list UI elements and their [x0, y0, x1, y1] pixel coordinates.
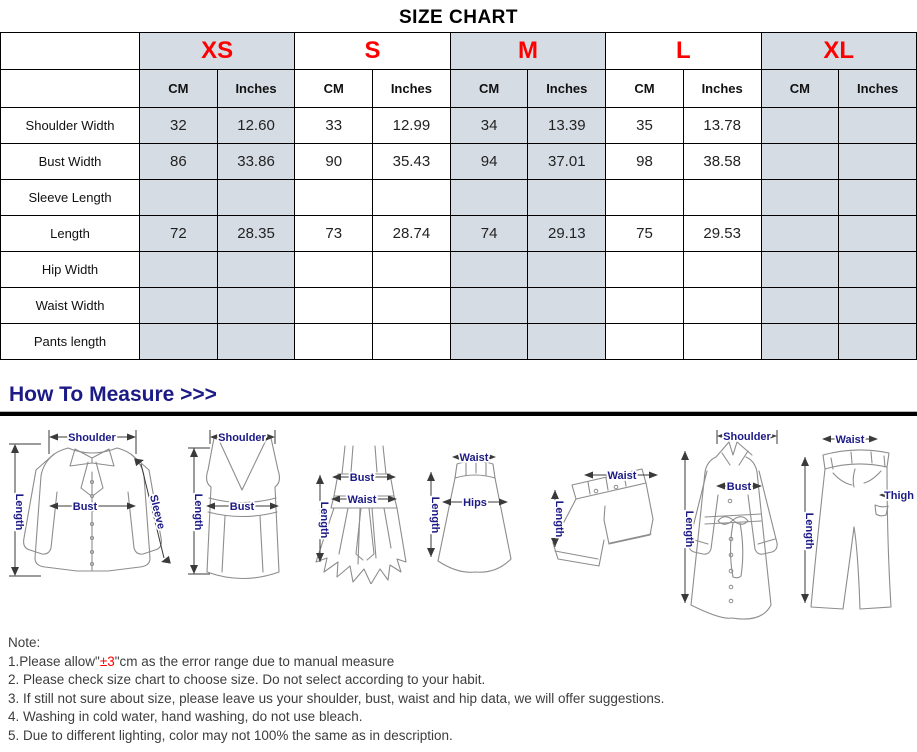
- table-row-bust-width: [1, 144, 917, 180]
- page-title: SIZE CHART: [399, 7, 518, 28]
- value-cell: [450, 252, 528, 288]
- size-table: [0, 32, 917, 360]
- value-cell: [761, 324, 839, 360]
- value-cell: [140, 288, 218, 324]
- size-col-header-s: S: [295, 33, 450, 70]
- value-cell: [140, 180, 218, 216]
- value-cell: [606, 252, 684, 288]
- measure-label-length: Length: [803, 512, 815, 550]
- size-header-row: [1, 33, 917, 70]
- note-line-5: 5. Due to different lighting, color may not 100% the same as in description.: [8, 727, 453, 743]
- value-cell: [606, 288, 684, 324]
- unit-header-cm: CM: [295, 70, 373, 108]
- measure-label-length: Length: [683, 510, 695, 548]
- size-col-header-xl: XL: [761, 33, 917, 70]
- measure-label-waist: Waist: [835, 434, 865, 446]
- measure-label-length: Length: [429, 496, 441, 534]
- value-cell: [217, 252, 295, 288]
- value-cell: [528, 324, 606, 360]
- note-1-tolerance: ±3: [99, 653, 115, 669]
- value-cell: [683, 180, 761, 216]
- value-cell: [450, 324, 528, 360]
- skirt-outline: [438, 461, 511, 572]
- value-cell: [761, 108, 839, 144]
- value-cell: [761, 288, 839, 324]
- corner-cell: [1, 33, 140, 70]
- value-cell: [217, 288, 295, 324]
- notes-section: [0, 628, 917, 745]
- value-cell: [683, 324, 761, 360]
- measure-label-length: Length: [318, 501, 330, 539]
- value-cell: [761, 216, 839, 252]
- tank-top-measure-arrows: [188, 430, 279, 574]
- pants-illustration: [793, 431, 917, 627]
- note-1-prefix: 1.Please allow": [8, 653, 100, 669]
- measure-label-shoulder: Shoulder: [68, 432, 116, 444]
- pants-outline: [811, 450, 891, 609]
- value-cell: [450, 288, 528, 324]
- value-cell: 94: [450, 144, 528, 180]
- value-cell: [761, 252, 839, 288]
- value-cell: [295, 252, 373, 288]
- row-label: Bust Width: [1, 144, 140, 180]
- unit-header-inches: Inches: [839, 70, 917, 108]
- unit-header-cm: CM: [606, 70, 684, 108]
- table-row-pants-length: [1, 324, 917, 360]
- unit-header-inches: Inches: [528, 70, 606, 108]
- table-row-shoulder-width: [1, 108, 917, 144]
- value-cell: [373, 252, 451, 288]
- value-cell: 37.01: [528, 144, 606, 180]
- value-cell: [373, 324, 451, 360]
- value-cell: 33: [295, 108, 373, 144]
- pants-measure-arrows: [801, 434, 914, 603]
- value-cell: 98: [606, 144, 684, 180]
- notes-heading: Note:: [8, 635, 41, 650]
- tank-top-illustration: [180, 426, 305, 594]
- measure-label-waist: Waist: [459, 452, 489, 464]
- value-cell: [839, 180, 917, 216]
- blouse-illustration: [5, 424, 180, 596]
- measure-label-length: Length: [192, 493, 204, 531]
- value-cell: [761, 144, 839, 180]
- measure-label-bust: Bust: [72, 501, 98, 513]
- value-cell: 75: [606, 216, 684, 252]
- skirt-illustration: [424, 449, 526, 595]
- measure-label-bust: Bust: [229, 501, 255, 513]
- unit-header-cm: CM: [450, 70, 528, 108]
- measure-label-length: Length: [13, 493, 25, 531]
- table-row-length: [1, 216, 917, 252]
- measure-label-bust: Bust: [726, 481, 752, 493]
- value-cell: [683, 252, 761, 288]
- measure-label-bust: Bust: [349, 472, 375, 484]
- value-cell: 90: [295, 144, 373, 180]
- value-cell: 38.58: [683, 144, 761, 180]
- value-cell: [295, 324, 373, 360]
- value-cell: 29.13: [528, 216, 606, 252]
- value-cell: [217, 180, 295, 216]
- value-cell: [839, 252, 917, 288]
- value-cell: [839, 324, 917, 360]
- value-cell: 34: [450, 108, 528, 144]
- value-cell: [528, 180, 606, 216]
- dress-illustration: [308, 442, 420, 584]
- note-1-suffix: "cm as the error range due to manual measure: [114, 653, 395, 669]
- table-row-sleeve-length: [1, 180, 917, 216]
- value-cell: [528, 252, 606, 288]
- value-cell: 28.35: [217, 216, 295, 252]
- value-cell: [295, 180, 373, 216]
- value-cell: 72: [140, 216, 218, 252]
- blouse-measure-arrows: [9, 430, 171, 576]
- value-cell: [140, 252, 218, 288]
- size-col-header-m: M: [450, 33, 605, 70]
- table-row-waist-width: [1, 288, 917, 324]
- unit-header-inches: Inches: [373, 70, 451, 108]
- value-cell: [217, 324, 295, 360]
- value-cell: [606, 180, 684, 216]
- coat-illustration: [670, 427, 792, 627]
- measure-figures: [0, 416, 917, 628]
- unit-header-inches: Inches: [217, 70, 295, 108]
- row-label: Waist Width: [1, 288, 140, 324]
- value-cell: [140, 324, 218, 360]
- shorts-outline: [553, 469, 653, 566]
- value-cell: [839, 288, 917, 324]
- unit-header-cm: CM: [140, 70, 218, 108]
- value-cell: [528, 288, 606, 324]
- value-cell: 74: [450, 216, 528, 252]
- value-cell: 12.60: [217, 108, 295, 144]
- coat-measure-arrows: [681, 430, 777, 603]
- row-label: Hip Width: [1, 252, 140, 288]
- note-line-4: 4. Washing in cold water, hand washing, do not use bleach.: [8, 709, 363, 724]
- value-cell: 32: [140, 108, 218, 144]
- shorts-illustration: [538, 459, 666, 581]
- value-cell: 35: [606, 108, 684, 144]
- measure-label-shoulder: Shoulder: [723, 431, 771, 443]
- size-col-header-xs: XS: [140, 33, 295, 70]
- value-cell: [450, 180, 528, 216]
- value-cell: 29.53: [683, 216, 761, 252]
- value-cell: [839, 144, 917, 180]
- measure-label-sleeve: Sleeve: [146, 493, 168, 531]
- value-cell: [606, 324, 684, 360]
- value-cell: [373, 180, 451, 216]
- measure-label-shoulder: Shoulder: [218, 432, 266, 444]
- value-cell: 35.43: [373, 144, 451, 180]
- value-cell: [683, 288, 761, 324]
- value-cell: 86: [140, 144, 218, 180]
- size-col-header-l: L: [606, 33, 761, 70]
- measure-label-waist: Waist: [347, 494, 377, 506]
- coat-outline: [689, 442, 777, 619]
- value-cell: [373, 288, 451, 324]
- value-cell: [295, 288, 373, 324]
- value-cell: [839, 108, 917, 144]
- value-cell: 73: [295, 216, 373, 252]
- blank-cell: [1, 70, 140, 108]
- value-cell: 13.39: [528, 108, 606, 144]
- value-cell: 28.74: [373, 216, 451, 252]
- row-label: Pants length: [1, 324, 140, 360]
- how-to-measure-heading: How To Measure >>>: [9, 383, 217, 406]
- measure-label-hips: Hips: [463, 497, 487, 509]
- note-line-1: [8, 653, 917, 672]
- row-label: Length: [1, 216, 140, 252]
- value-cell: [839, 216, 917, 252]
- measure-label-thigh: Thigh: [884, 490, 914, 502]
- skirt-measure-arrows: [427, 452, 508, 557]
- value-cell: [761, 180, 839, 216]
- value-cell: 13.78: [683, 108, 761, 144]
- table-row-hip-width: [1, 252, 917, 288]
- note-line-3: 3. If still not sure about size, please leave us your shoulder, bust, waist and hip data, we will offer suggestions.: [8, 690, 665, 706]
- value-cell: 33.86: [217, 144, 295, 180]
- unit-header-row: [1, 70, 917, 108]
- row-label: Shoulder Width: [1, 108, 140, 144]
- measure-label-waist: Waist: [607, 470, 637, 482]
- unit-header-inches: Inches: [683, 70, 761, 108]
- measure-label-length: Length: [553, 500, 565, 538]
- row-label: Sleeve Length: [1, 180, 140, 216]
- value-cell: 12.99: [373, 108, 451, 144]
- unit-header-cm: CM: [761, 70, 839, 108]
- note-line-2: 2. Please check size chart to choose size. Do not select according to your habit.: [8, 672, 486, 687]
